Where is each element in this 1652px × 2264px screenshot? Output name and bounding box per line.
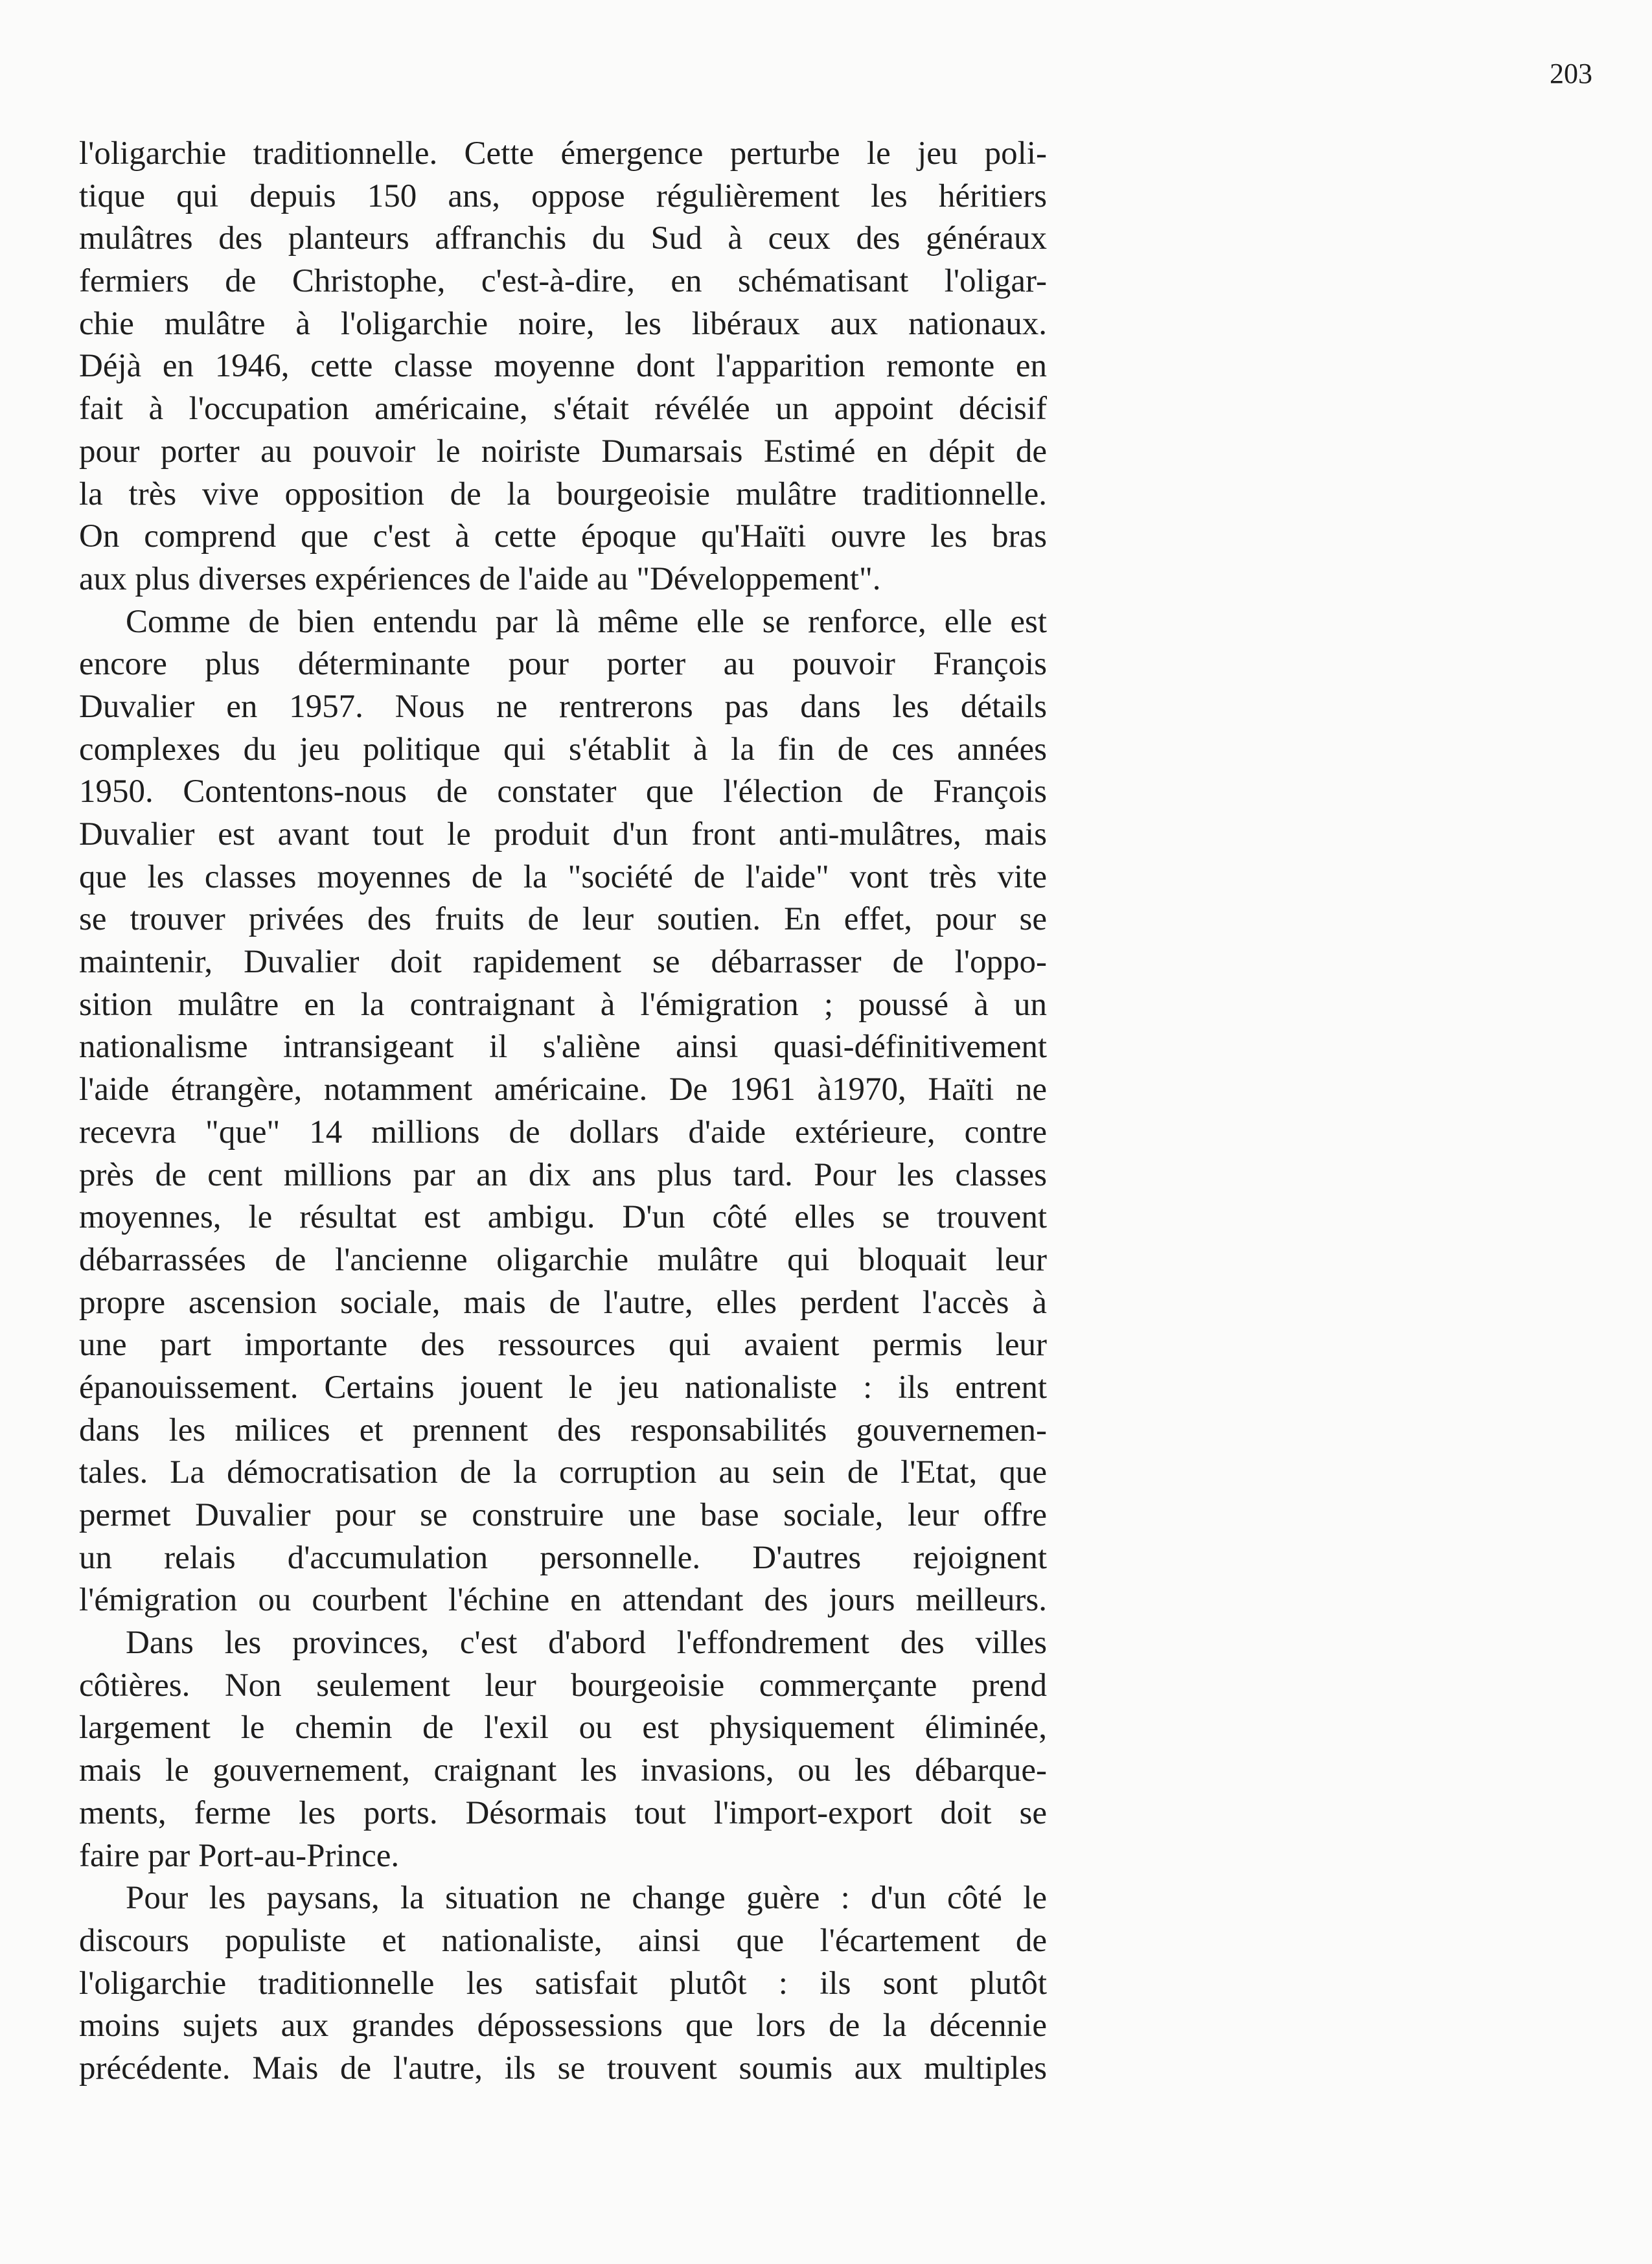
text-line: On comprend que c'est à cette époque qu'Haïti ouvre les bras [79, 518, 1047, 555]
text-line: nationalisme intransigeant il s'aliène ainsi quasi-définitivement [79, 1029, 1047, 1066]
text-line: ments, ferme les ports. Désormais tout l'import-export doit se [79, 1794, 1047, 1831]
text-line: tales. La démocratisation de la corruption au sein de l'Etat, que [79, 1454, 1047, 1491]
body-text [79, 133, 1047, 2090]
text-line: tique qui depuis 150 ans, oppose régulièrement les héritiers [79, 177, 1047, 214]
text-line: dans les milices et prennent des responsabilités gouvernemen- [79, 1412, 1047, 1448]
text-line: débarrassées de l'ancienne oligarchie mulâtre qui bloquait leur [79, 1241, 1047, 1278]
text-line: la très vive opposition de la bourgeoisie mulâtre traditionnelle. [79, 475, 1047, 512]
text-line: Duvalier est avant tout le produit d'un front anti-mulâtres, mais [79, 816, 1047, 852]
text-line: faire par Port-au-Prince. [79, 1837, 400, 1874]
text-line: moyennes, le résultat est ambigu. D'un côté elles se trouvent [79, 1199, 1047, 1236]
text-line: largement le chemin de l'exil ou est physiquement éliminée, [79, 1709, 1047, 1746]
text-line: Duvalier en 1957. Nous ne rentrerons pas dans les détails [79, 688, 1047, 725]
text-line: pour porter au pouvoir le noiriste Dumarsais Estimé en dépit de [79, 433, 1047, 470]
text-line: l'aide étrangère, notamment américaine. De 1961 à1970, Haïti ne [79, 1071, 1047, 1108]
text-line: discours populiste et nationaliste, ainsi que l'écartement de [79, 1922, 1047, 1959]
text-line: fermiers de Christophe, c'est-à-dire, en schématisant l'oligar- [79, 263, 1047, 300]
text-line: épanouissement. Certains jouent le jeu nationaliste : ils entrent [79, 1369, 1047, 1406]
text-line: aux plus diverses expériences de l'aide au "Développement". [79, 560, 881, 597]
text-line: chie mulâtre à l'oligarchie noire, les libéraux aux nationaux. [79, 305, 1047, 342]
text-line: une part importante des ressources qui avaient permis leur [79, 1327, 1047, 1364]
text-line: maintenir, Duvalier doit rapidement se débarrasser de l'oppo- [79, 944, 1047, 981]
text-line: fait à l'occupation américaine, s'était révélée un appoint décisif [79, 391, 1047, 428]
text-line: Dans les provinces, c'est d'abord l'effondrement des villes [126, 1625, 1047, 1662]
text-line: complexes du jeu politique qui s'établit à la fin de ces années [79, 731, 1047, 768]
text-line: propre ascension sociale, mais de l'autre, elles perdent l'accès à [79, 1284, 1047, 1321]
text-line: 1950. Contentons-nous de constater que l'élection de François [79, 773, 1047, 810]
text-line: l'oligarchie traditionnelle. Cette émergence perturbe le jeu poli- [79, 135, 1047, 172]
text-line: mais le gouvernement, craignant les invasions, ou les débarque- [79, 1752, 1047, 1789]
text-line: recevra "que" 14 millions de dollars d'aide extérieure, contre [79, 1114, 1047, 1150]
text-line: permet Duvalier pour se construire une base sociale, leur offre [79, 1497, 1047, 1533]
text-line: près de cent millions par an dix ans plus tard. Pour les classes [79, 1156, 1047, 1193]
text-line: moins sujets aux grandes dépossessions que lors de la décennie [79, 2007, 1047, 2044]
text-line: encore plus déterminante pour porter au pouvoir François [79, 646, 1047, 683]
text-line: Pour les paysans, la situation ne change guère : d'un côté le [126, 1880, 1047, 1917]
text-line: un relais d'accumulation personnelle. D'autres rejoignent [79, 1539, 1047, 1576]
text-line: l'oligarchie traditionnelle les satisfait plutôt : ils sont plutôt [79, 1965, 1047, 2002]
text-line: précédente. Mais de l'autre, ils se trouvent soumis aux multiples [79, 2050, 1047, 2087]
text-line: se trouver privées des fruits de leur soutien. En effet, pour se [79, 901, 1047, 938]
text-line: que les classes moyennes de la "société de l'aide" vont très vite [79, 858, 1047, 895]
text-line: côtières. Non seulement leur bourgeoisie commerçante prend [79, 1667, 1047, 1704]
text-line: sition mulâtre en la contraignant à l'émigration ; poussé à un [79, 986, 1047, 1023]
text-line: Déjà en 1946, cette classe moyenne dont l'apparition remonte en [79, 348, 1047, 385]
text-line: mulâtres des planteurs affranchis du Sud à ceux des généraux [79, 220, 1047, 257]
text-line: Comme de bien entendu par là même elle se renforce, elle est [126, 603, 1047, 640]
text-line: l'émigration ou courbent l'échine en attendant des jours meilleurs. [79, 1582, 1047, 1619]
page-number: 203 [1550, 58, 1592, 89]
